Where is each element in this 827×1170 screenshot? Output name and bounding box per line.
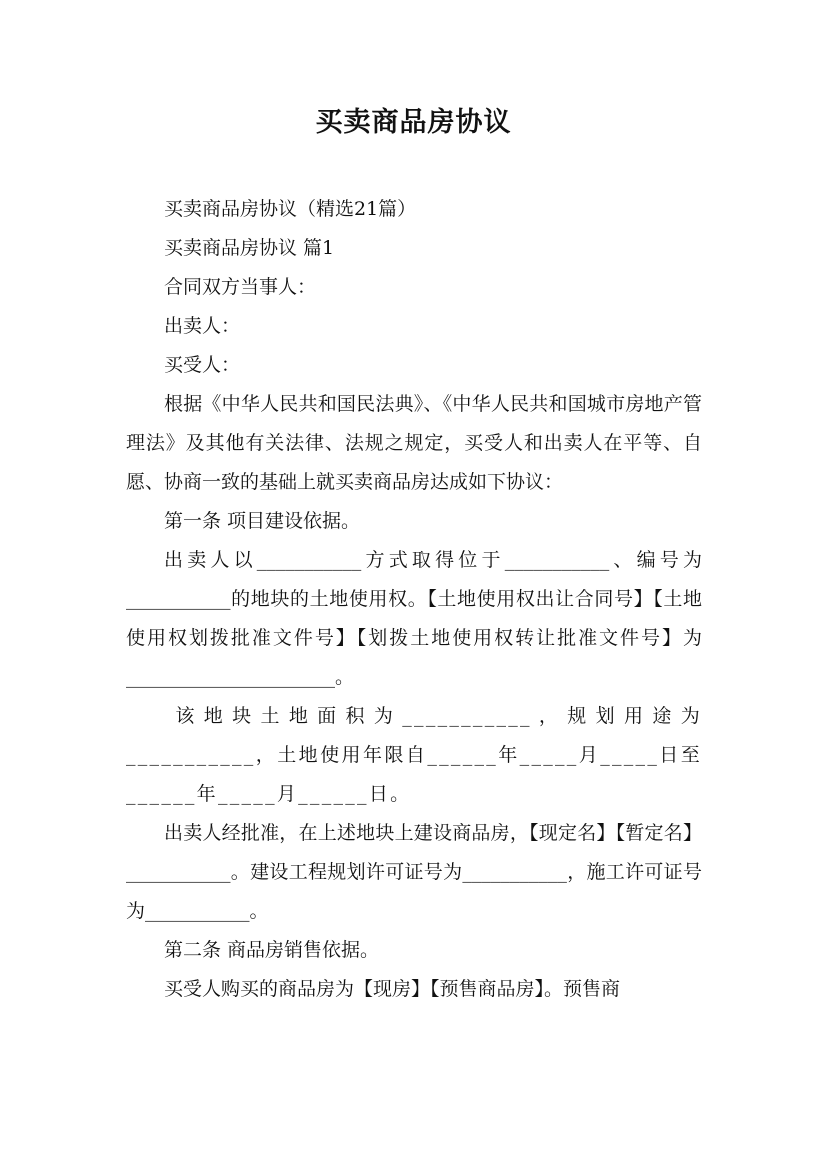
document-title: 买卖商品房协议 — [315, 107, 512, 138]
paragraph-preamble: 根据《中华人民共和国民法典》、《中华人民共和国城市房地产管理法》及其他有关法律、法规之规定，买受人和出卖人在平等、自愿、协商一致的基础上就买卖商品房达成如下协议： — [126, 393, 702, 493]
paragraph-construction-approval: 出卖人经批准，在上述地块上建设商品房，【现定名】【暂定名】___________。建设工程规划许可证号为___________，施工许可证号为___________。 — [126, 822, 702, 922]
document-body — [126, 190, 702, 1009]
paragraph-subtitle: 买卖商品房协议（精选21篇） — [164, 198, 417, 220]
paragraph-section-heading: 买卖商品房协议 篇1 — [164, 237, 335, 259]
paragraph-buyer: 买受人： — [164, 354, 241, 376]
paragraph-land-rights: 出卖人以___________方式取得位于___________、编号为___________的地块的土地使用权。【土地使用权出让合同号】【土地使用权划拨批准文件号】【划拨土地使用权转让批准文件号】为______________________。 — [126, 549, 702, 688]
paragraph-property-type: 买受人购买的商品房为【现房】【预售商品房】。预售商 — [164, 978, 621, 1000]
paragraph-parties: 合同双方当事人： — [164, 276, 317, 298]
paragraph-article-2-heading: 第二条 商品房销售依据。 — [164, 939, 380, 961]
paragraph-article-1-heading: 第一条 项目建设依据。 — [164, 510, 361, 532]
paragraph-seller: 出卖人： — [164, 315, 241, 337]
paragraph-land-area: 该地块土地面积为___________，规划用途为___________，土地使用年限自______年_____月_____日至______年_____月______日。 — [126, 705, 702, 805]
